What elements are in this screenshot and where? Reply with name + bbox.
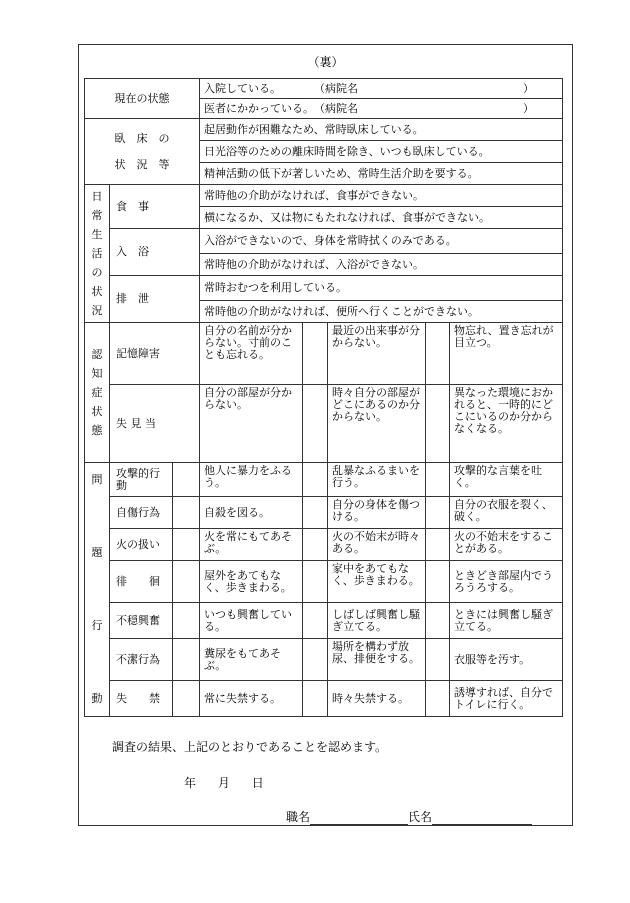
daily-life-item-label: 食 事 — [110, 185, 200, 229]
day-label: 日 — [251, 776, 264, 790]
behavior-cell: 糞尿をもてあそぶ。 — [200, 639, 303, 681]
behavior-cell: 家中をあてもなく、歩きまわる。 — [328, 561, 426, 603]
column-spacer — [303, 603, 328, 639]
name-blank[interactable] — [432, 812, 532, 825]
column-spacer — [303, 561, 328, 603]
behavior-cell: 乱暴なふるまいを行う。 — [328, 463, 426, 497]
column-spacer — [303, 385, 328, 463]
column-spacer — [426, 463, 450, 497]
behavior-cell: 常に失禁する。 — [200, 681, 303, 717]
behavior-cell: 時々失禁する。 — [328, 681, 426, 717]
behavior-cell: 火の不始末をすることがある。 — [450, 529, 563, 561]
dementia-label — [85, 323, 110, 463]
job-title-label: 職名 — [286, 810, 311, 824]
column-spacer — [426, 639, 450, 681]
column-spacer — [303, 529, 328, 561]
date-line — [184, 774, 264, 791]
column-spacer — [426, 323, 450, 385]
daily-life-item-label: 排 泄 — [110, 276, 200, 323]
column-spacer — [173, 603, 200, 639]
column-spacer — [303, 497, 328, 529]
column-spacer — [303, 639, 328, 681]
bedridden-label — [85, 119, 200, 185]
column-spacer — [173, 463, 200, 497]
dementia-cell: 自分の名前が分からない。寸前のことも忘れる。 — [200, 323, 303, 385]
dementia-cell: 物忘れ、置き忘れが目立つ。 — [450, 323, 563, 385]
column-spacer — [173, 561, 200, 603]
current-state-row: 医者にかかっている。 （病院名 ） — [200, 99, 563, 119]
signature-line — [286, 808, 532, 825]
column-spacer — [426, 385, 450, 463]
behavior-item-label: 自傷行為 — [110, 497, 173, 529]
dementia-cell: 異なった環境におかれると、一時的にどこにいるのか分からなくなる。 — [450, 385, 563, 463]
survey-table — [84, 78, 563, 717]
bedridden-row: 日光浴等のための離床時間を除き、いつも臥床している。 — [200, 141, 563, 163]
column-spacer — [303, 463, 328, 497]
behavior-cell: 誘導すれば、自分でトイレに行く。 — [450, 681, 563, 717]
daily-life-row: 常時他の介助がなければ、入浴ができない。 — [200, 254, 563, 276]
daily-life-label-text: 日常生活の状況 — [91, 190, 103, 317]
column-spacer — [303, 323, 328, 385]
job-title-blank[interactable] — [310, 812, 408, 825]
column-spacer — [173, 497, 200, 529]
column-spacer — [426, 681, 450, 717]
column-spacer — [173, 681, 200, 717]
daily-life-row: 常時他の介助がなければ、便所へ行くことができない。 — [200, 301, 563, 323]
current-state-row: 入院している。 （病院名 ） — [200, 79, 563, 99]
daily-life-item-label: 入 浴 — [110, 229, 200, 276]
dementia-item-label: 失 見 当 — [110, 385, 200, 463]
bedridden-row: 精神活動の低下が著しいため、常時生活介助を要する。 — [200, 163, 563, 185]
column-spacer — [173, 529, 200, 561]
behavior-item-label: 徘 徊 — [110, 561, 173, 603]
daily-life-row: 常時他の介助がなければ、食事ができない。 — [200, 185, 563, 207]
problem-behavior-label — [85, 463, 110, 717]
current-state-label: 現在の状態 — [85, 79, 200, 119]
declaration-text: 調査の結果、上記のとおりであることを認めます。 — [112, 740, 388, 754]
behavior-item-label: 不潔行為 — [110, 639, 173, 681]
behavior-item-label: 失 禁 — [110, 681, 173, 717]
behavior-cell: 他人に暴力をふるう。 — [200, 463, 303, 497]
dementia-cell: 自分の部屋が分からない。 — [200, 385, 303, 463]
behavior-cell: 火の不始末が時々ある。 — [328, 529, 426, 561]
behavior-cell: 衣服等を汚す。 — [450, 639, 563, 681]
name-label: 氏名 — [408, 810, 433, 824]
behavior-cell: 場所を構わず放尿、排便をする。 — [328, 639, 426, 681]
behavior-item-label: 不穏興奮 — [110, 603, 173, 639]
dementia-label-text: 認知症状態 — [91, 348, 103, 437]
daily-life-label — [85, 185, 110, 323]
problem-behavior-label-char: 問 — [91, 472, 103, 486]
behavior-cell: 火を常にもてあそぶ。 — [200, 529, 303, 561]
problem-behavior-label-char: 題 — [91, 545, 103, 559]
behavior-cell: 自分の衣服を裂く、破く。 — [450, 497, 563, 529]
behavior-item-label: 攻撃的行動 — [110, 463, 173, 497]
behavior-cell: 自殺を図る。 — [200, 497, 303, 529]
dementia-item-label: 記憶障害 — [110, 323, 200, 385]
bedridden-label-line: 臥 床 の — [114, 131, 170, 145]
behavior-cell: しばしば興奮し騒ぎ立てる。 — [328, 603, 426, 639]
daily-life-row: 入浴ができないので、身体を常時拭くのみである。 — [200, 229, 563, 254]
column-spacer — [426, 497, 450, 529]
month-label: 月 — [217, 776, 230, 790]
behavior-cell: いつも興奮している。 — [200, 603, 303, 639]
column-spacer — [426, 561, 450, 603]
behavior-cell: 攻撃的な言葉を吐く。 — [450, 463, 563, 497]
behavior-item-label: 火の扱い — [110, 529, 173, 561]
daily-life-row: 常時おむつを利用している。 — [200, 276, 563, 301]
daily-life-row: 横になるか、又は物にもたれなければ、食事ができない。 — [200, 207, 563, 229]
behavior-cell: 屋外をあてもなく、歩きまわる。 — [200, 561, 303, 603]
column-spacer — [426, 603, 450, 639]
behavior-cell: 自分の身体を傷つける。 — [328, 497, 426, 529]
problem-behavior-label-char: 行 — [91, 619, 103, 633]
column-spacer — [173, 639, 200, 681]
page-title: （裏） — [307, 55, 344, 69]
bedridden-row: 起居動作が困難なため、常時臥床している。 — [200, 119, 563, 141]
dementia-cell: 最近の出来事が分からない。 — [328, 323, 426, 385]
bedridden-label-line: 状 況 等 — [114, 157, 170, 171]
column-spacer — [303, 681, 328, 717]
problem-behavior-label-char: 動 — [91, 692, 103, 706]
column-spacer — [426, 529, 450, 561]
year-label: 年 — [184, 776, 197, 790]
behavior-cell: ときどき部屋内でうろうろする。 — [450, 561, 563, 603]
dementia-cell: 時々自分の部屋がどこにあるのか分からない。 — [328, 385, 426, 463]
behavior-cell: ときには興奮し騒ぎ立てる。 — [450, 603, 563, 639]
